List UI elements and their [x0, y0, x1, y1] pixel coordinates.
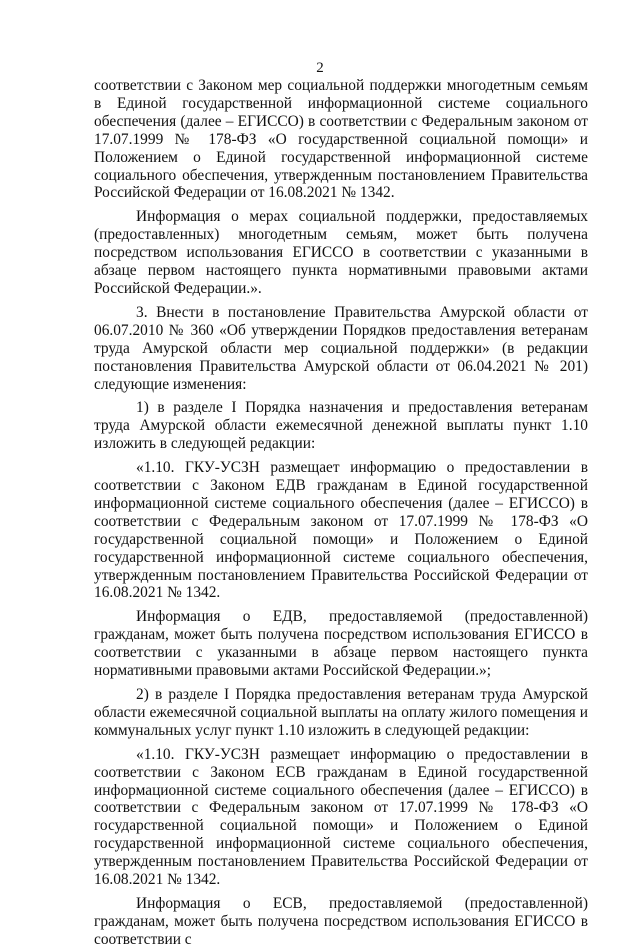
paragraph-continuation: соответствии с Законом мер социальной поддержки многодетным семьям в Единой государственной информационной системе социального обеспечения (далее – ЕГИССО) в соответствии с Федеральным законом от 17.07.1999 № 178-ФЗ «О государственной социальной помощи» и Положением о Единой государственной информационной системе социального обеспечения, утвержденным постановлением Правительства Российской Федерации от 16.08.2021 № 1342. — [94, 77, 588, 202]
paragraph-clause-1-10-edv: «1.10. ГКУ-УСЗН размещает информацию о предоставлении в соответствии с Законом ЕДВ гражданам в Единой государственной информационной системе социального обеспечения (далее – ЕГИССО) в соответствии с Федеральным законом от 17.07.1999 № 178-ФЗ «О государственной социальной помощи» и Положением о Единой государственной информационной системе социального обеспечения, утвержденным постановлением Правительства Российской Федерации от 16.08.2021 № 1342. — [94, 459, 588, 602]
paragraph-clause-1-10-esv: «1.10. ГКУ-УСЗН размещает информацию о предоставлении в соответствии с Законом ЕСВ гражданам в Единой государственной информационной системе социального обеспечения (далее – ЕГИССО) в соответствии с Федеральным законом от 17.07.1999 № 178-ФЗ «О государственной социальной помощи» и Положением о Единой государственной информационной системе социального обеспечения, утвержденным постановлением Правительства Российской Федерации от 16.08.2021 № 1342. — [94, 745, 588, 889]
paragraph-info-esv: Информация о ЕСВ, предоставляемой (предоставленной) гражданам, может быть получена посредством использования ЕГИССО в соответствии с — [94, 894, 588, 948]
page-number: 2 — [316, 60, 324, 76]
paragraph-item-3: 3. Внести в постановление Правительства Амурской области от 06.07.2010 № 360 «Об утверждении Порядков предоставления ветеранам труда Амурской области мер социальной поддержки» (в редакции постановления Правительства Амурской области от 06.04.2021 № 201) следующие изменения: — [94, 303, 588, 393]
paragraph-subitem-2: 2) в разделе I Порядка предоставления ветеранам труда Амурской области ежемесячной социальной выплаты на оплату жилого помещения и коммунальных услуг пункт 1.10 изложить в следующей редакции: — [94, 686, 588, 739]
document-body — [94, 77, 588, 949]
paragraph-info-edv: Информация о ЕДВ, предоставляемой (предоставленной) гражданам, может быть получена посредством использования ЕГИССО в соответствии с указанными в абзаце первом настоящего пункта нормативными правовыми актами Российской Федерации.»; — [94, 608, 588, 680]
paragraph-info-large-families: Информация о мерах социальной поддержки, предоставляемых (предоставленных) многодетным семьям, может быть получена посредством использования ЕГИССО в соответствии с указанными в абзаце первом настоящего пункта нормативными правовыми актами Российской Федерации.». — [94, 208, 588, 297]
paragraph-subitem-1: 1) в разделе I Порядка назначения и предоставления ветеранам труда Амурской области ежемесячной денежной выплаты пункт 1.10 изложить в следующей редакции: — [94, 399, 588, 453]
